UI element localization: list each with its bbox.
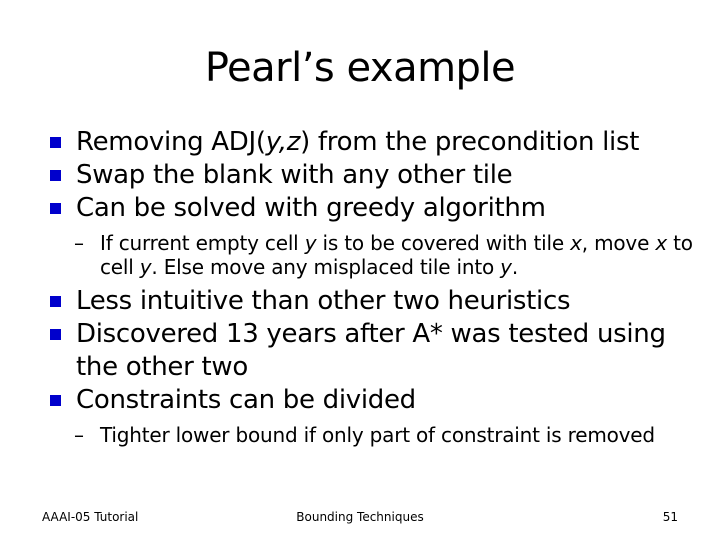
page-number: 51 — [662, 510, 678, 524]
text-run: is to be covered with tile — [316, 231, 571, 255]
text-run: Less intuitive than other two heuristics — [76, 286, 571, 316]
bullet-text — [76, 160, 512, 190]
footer-left-text: AAAI-05 Tutorial — [42, 510, 139, 524]
bullet-square-icon — [50, 296, 61, 307]
bullet-text — [76, 319, 666, 382]
text-run: , move — [581, 231, 656, 255]
italic-variable: y — [139, 255, 152, 279]
text-run: Swap the blank with any other tile — [76, 160, 513, 190]
text-run: If current empty cell — [100, 231, 305, 255]
italic-variable: y — [304, 231, 317, 255]
bullet-item — [50, 318, 700, 384]
text-run: . Else move any misplaced tile into — [151, 255, 501, 279]
bullet-item — [50, 192, 700, 225]
italic-variable: y,z — [265, 127, 301, 157]
bullet-text — [76, 385, 416, 415]
slide-title: Pearl’s example — [204, 45, 516, 91]
bullet-square-icon — [50, 395, 61, 406]
footer-center-text: Bounding Techniques — [296, 510, 424, 524]
bullet-square-icon — [50, 203, 61, 214]
text-run: Removing ADJ( — [76, 127, 266, 157]
text-run: Constraints can be divided — [76, 385, 416, 415]
bullet-square-icon — [50, 329, 61, 340]
text-run: . — [511, 255, 518, 279]
bullet-text — [76, 127, 639, 157]
bullet-item — [50, 285, 700, 318]
text-run: Tighter lower bound if only part of constraint is removed — [100, 423, 655, 447]
bullet-item — [50, 159, 700, 192]
dash-marker: – — [74, 423, 84, 447]
bullet-text — [100, 231, 693, 279]
bullet-text — [100, 423, 655, 447]
bullet-item — [50, 384, 700, 417]
bullet-item — [50, 126, 700, 159]
bullet-text — [76, 286, 570, 316]
text-run: Can be solved with greedy algorithm — [76, 193, 546, 223]
text-run: to cell — [100, 231, 693, 279]
bullet-list — [50, 126, 700, 453]
text-run: ) from the precondition list — [300, 127, 640, 157]
italic-variable: x — [570, 231, 582, 255]
sub-bullet-item — [50, 231, 700, 279]
sub-bullet-item — [50, 423, 700, 447]
bullet-square-icon — [50, 137, 61, 148]
bullet-square-icon — [50, 170, 61, 181]
italic-variable: x — [655, 231, 667, 255]
bullet-text — [76, 193, 546, 223]
italic-variable: y — [500, 255, 512, 279]
text-run: Discovered 13 years after A* was tested using the other two — [76, 319, 666, 382]
dash-marker: – — [74, 231, 84, 255]
